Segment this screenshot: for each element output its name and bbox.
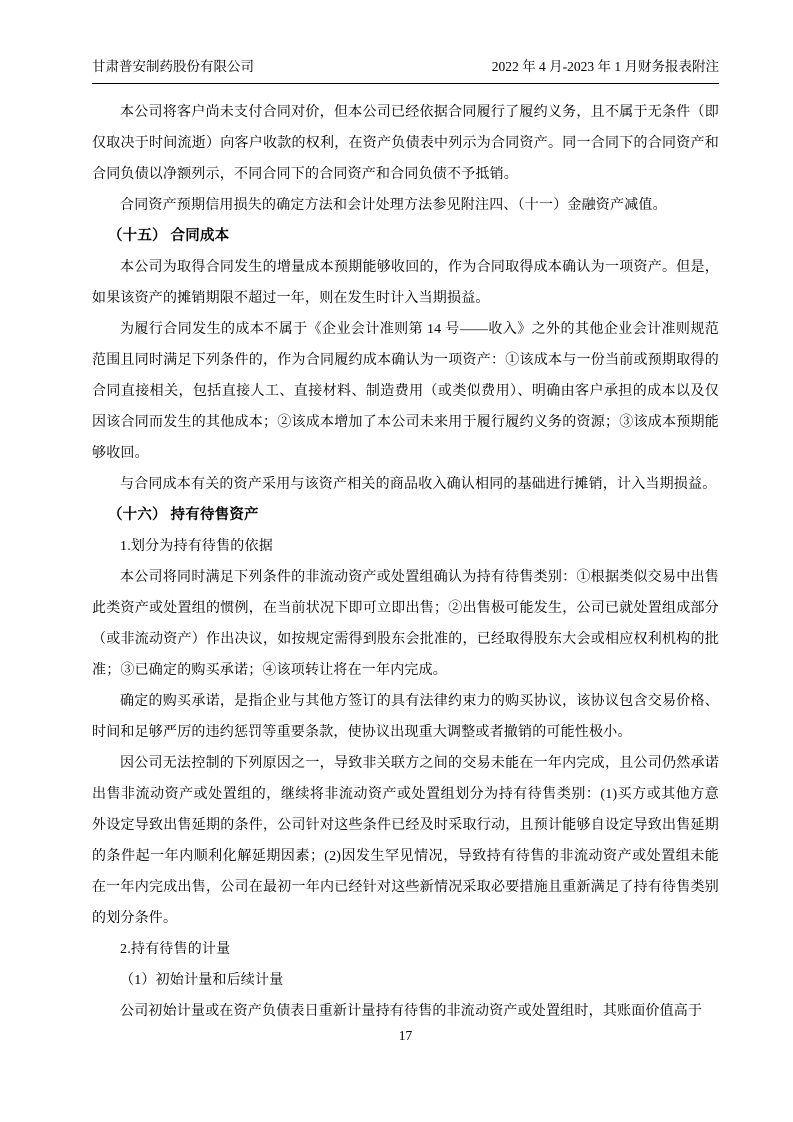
paragraph-contract-acquire-cost: 本公司为取得合同发生的增量成本预期能够收回的，作为合同取得成本确认为一项资产。但是，如果该资产的摊销期限不超过一年，则在发生时计入当期损益。 bbox=[92, 260, 719, 306]
subheading-initial-subsequent-measurement: （1）初始计量和后续计量 bbox=[120, 973, 284, 988]
paragraph-uncontrollable-delay: 因公司无法控制的下列原因之一，导致非关联方之间的交易未能在一年内完成，且公司仍然承诺出售非流动资产或处置组的，继续将非流动资产或处置组划分为持有待售类别：(1)买方或其他方意外设定导致出售延期的条件，公司针对这些条件已经及时采取行动，且预计能够自设定导致出售延期的条件起一年内顺利化解延期因素；(2)因发生罕见情况，导致持有待售的非流动资产或处置组未能在一年内完成出售，公司在最初一年内已经针对这些新情况采取必要措施且重新满足了持有待售类别的划分条件。 bbox=[92, 756, 719, 926]
paragraph-contract-asset: 本公司将客户尚未支付合同对价，但本公司已经依据合同履行了履约义务，且不属于无条件（即仅取决于时间流逝）向客户收款的权利，在资产负债表中列示为合同资产。同一合同下的合同资产和合同负债以净额列示，不同合同下的合同资产和合同负债不予抵销。 bbox=[92, 105, 719, 182]
report-title: 2022 年 4 月-2023 年 1 月财务报表附注 bbox=[491, 59, 719, 74]
paragraph-firm-purchase-commitment: 确定的购买承诺，是指企业与其他方签订的具有法律约束力的购买协议，该协议包含交易价格、时间和足够严厉的违约惩罚等重要条款，使协议出现重大调整或者撤销的可能性极小。 bbox=[92, 694, 719, 740]
company-name: 甘肃普安制药股份有限公司 bbox=[92, 59, 254, 74]
paragraph-held-for-sale-criteria: 本公司将同时满足下列条件的非流动资产或处置组确认为持有待售类别：①根据类似交易中出售此类资产或处置组的惯例，在当前状况下即可立即出售；②出售极可能发生，公司已就处置组成部分（或非流动资产）作出决议，如按规定需得到股东会批准的，已经取得股东大会或相应权利机构的批准；③已确定的购买承诺；④该项转让将在一年内完成。 bbox=[92, 570, 719, 678]
subheading-1-classification-basis: 1.划分为持有待售的依据 bbox=[120, 539, 273, 554]
page-number: 17 bbox=[398, 1028, 413, 1043]
paragraph-contract-perform-cost: 为履行合同发生的成本不属于《企业会计准则第 14 号——收入》之外的其他企业会计准则规范范围且同时满足下列条件的，作为合同履约成本确认为一项资产：①该成本与一份当前或预期取得的合同直接相关，包括直接人工、直接材料、制造费用（或类似费用）、明确由客户承担的成本以及仅因该合同而发生的其他成本；②该成本增加了本公司未来用于履行履约义务的资源；③该成本预期能够收回。 bbox=[92, 322, 719, 461]
page-header bbox=[92, 58, 719, 84]
section-heading-15-contract-cost: （十五） 合同成本 bbox=[107, 228, 230, 244]
paragraph-initial-measurement: 公司初始计量或在资产负债表日重新计量持有待售的非流动资产或处置组时，其账面价值高于 bbox=[120, 1004, 703, 1019]
document-body bbox=[92, 97, 719, 1027]
paragraph-contract-cost-amortize: 与合同成本有关的资产采用与该资产相关的商品收入确认相同的基础进行摊销，计入当期损益。 bbox=[120, 477, 717, 492]
page-footer bbox=[92, 1026, 719, 1046]
subheading-2-measurement: 2.持有待售的计量 bbox=[120, 942, 231, 957]
paragraph-credit-loss-ref: 合同资产预期信用损失的确定方法和会计处理方法参见附注四、（十一）金融资产减值。 bbox=[120, 198, 667, 213]
section-heading-16-held-for-sale: （十六） 持有待售资产 bbox=[107, 507, 259, 523]
